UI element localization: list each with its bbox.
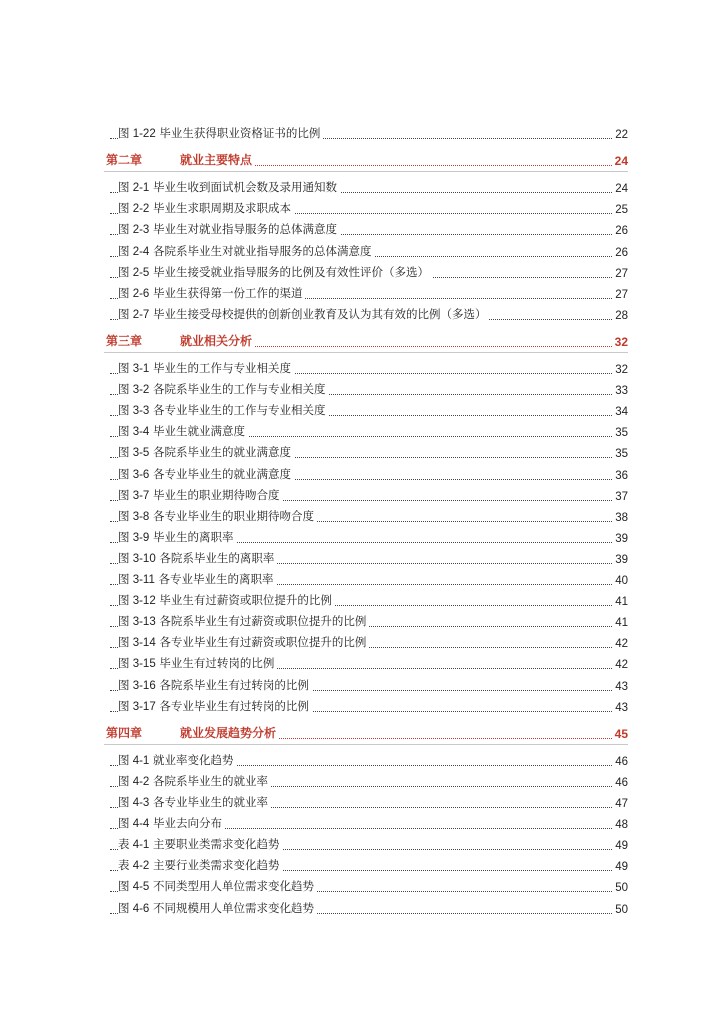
toc-number: 图 1-22: [118, 128, 156, 140]
toc-title: 不同规模用人单位需求变化趋势: [152, 900, 314, 915]
toc-label: [118, 773, 271, 789]
toc-page-number: 39: [615, 553, 628, 566]
toc-title: 各院系毕业生的工作与专业相关度: [152, 382, 326, 397]
toc-label: [106, 332, 255, 349]
toc-number: 图 3-16: [118, 679, 156, 692]
toc-title: 各专业毕业生的就业率: [152, 795, 268, 809]
toc-number: 图 2-1: [118, 182, 150, 195]
toc-entry[interactable]: [0, 422, 724, 442]
toc-number: 图 3-15: [118, 658, 156, 671]
toc-page-number: 36: [615, 469, 628, 482]
toc-entry[interactable]: [0, 549, 724, 569]
toc-label: [118, 221, 340, 237]
toc-page-number: 39: [615, 532, 628, 545]
toc-number: 第三章: [106, 333, 143, 348]
toc-label: [118, 466, 294, 482]
toc-number: 图 3-4: [118, 426, 150, 439]
toc-number: 图 4-5: [118, 881, 150, 894]
toc-title: 毕业生获得第一份工作的渠道: [152, 285, 303, 300]
toc-label: [118, 794, 271, 810]
toc-page-number: 43: [615, 701, 628, 714]
toc-page-number: 32: [614, 334, 628, 349]
toc-number: 图 4-6: [118, 902, 150, 915]
chapter-separator-line: [104, 171, 628, 172]
toc-number: 图 3-12: [118, 595, 156, 608]
toc-title: 各院系毕业生对就业指导服务的总体满意度: [152, 243, 372, 258]
toc-entry[interactable]: [0, 751, 724, 771]
toc-title: 各专业毕业生的工作与专业相关度: [152, 403, 326, 418]
toc-title: 毕业生接受就业指导服务的比例及有效性评价（多选）: [152, 264, 429, 279]
toc-number: 表 4-1: [118, 839, 150, 852]
toc-title: 毕业生有过薪资或职位提升的比例: [159, 593, 332, 608]
toc-entry[interactable]: [0, 856, 724, 876]
toc-number: 图 2-4: [118, 245, 150, 258]
chapter-separator-line: [104, 744, 628, 745]
toc-entry[interactable]: [0, 242, 724, 262]
toc-entry[interactable]: [0, 178, 724, 198]
toc-label: [118, 878, 317, 894]
toc-page-number: 38: [615, 511, 628, 524]
chapter-separator-line: [104, 352, 628, 353]
toc-title: 各专业毕业生有过转岗的比例: [159, 698, 309, 713]
toc-label: [118, 179, 340, 195]
toc-entry[interactable]: [0, 528, 724, 548]
toc-number: 表 4-2: [118, 860, 150, 873]
toc-entry[interactable]: [0, 486, 724, 506]
toc-page-number: 26: [615, 225, 628, 238]
toc-chapter-heading[interactable]: [0, 151, 724, 171]
toc-number: 图 4-2: [118, 775, 150, 788]
toc-label: [118, 243, 374, 259]
toc-label: [118, 900, 317, 916]
toc-page-number: 27: [615, 267, 628, 280]
toc-page-number: 27: [615, 288, 628, 301]
toc-title: 毕业生获得职业资格证书的比例: [159, 126, 321, 140]
toc-page-number: 50: [615, 903, 628, 916]
toc-page-number: 26: [615, 246, 628, 259]
toc-page-number: 48: [615, 819, 628, 832]
toc-page-number: 46: [615, 755, 628, 768]
toc-page-number: 35: [615, 427, 628, 440]
toc-label: [118, 423, 248, 439]
toc-page-number: 40: [615, 575, 628, 587]
toc-title: 主要行业类需求变化趋势: [152, 858, 280, 873]
toc-title: 毕业生有过转岗的比例: [159, 656, 275, 671]
toc-entry[interactable]: [0, 835, 724, 855]
toc-number: 图 2-6: [118, 287, 150, 300]
toc-label: [118, 360, 294, 376]
toc-title: 就业主要特点: [180, 153, 253, 168]
toc-page-number: 41: [615, 596, 628, 609]
toc-chapter-heading[interactable]: [0, 724, 724, 744]
toc-entry[interactable]: [0, 772, 724, 792]
toc-label: [118, 200, 294, 216]
toc-number: 图 3-5: [118, 447, 150, 460]
toc-title: 就业相关分析: [180, 333, 253, 348]
toc-number: 图 2-7: [118, 308, 150, 321]
toc-page-number: 47: [615, 798, 628, 810]
toc-label: [118, 402, 328, 418]
toc-title: 各院系毕业生的离职率: [159, 550, 275, 565]
toc-entry[interactable]: [0, 465, 724, 485]
toc-page-number: 32: [615, 364, 628, 376]
toc-number: 图 2-5: [118, 266, 150, 279]
toc-number: 图 3-2: [118, 384, 150, 397]
toc-number: 图 3-14: [118, 637, 156, 650]
toc-number: 图 3-1: [118, 363, 150, 375]
toc-title: 毕业生接受母校提供的创新创业教育及认为其有效的比例（多选）: [152, 306, 487, 321]
toc-entry[interactable]: [0, 697, 724, 717]
toc-label: [118, 752, 236, 768]
toc-title: 就业发展趋势分析: [180, 725, 277, 740]
toc-entry[interactable]: [0, 570, 724, 590]
toc-page-number: 35: [615, 448, 628, 461]
toc-entry[interactable]: [0, 654, 724, 674]
toc-label: [118, 836, 282, 852]
toc-label: [118, 655, 277, 671]
toc-page-number: 22: [615, 129, 628, 141]
toc-page-number: 41: [615, 617, 628, 630]
toc-page-number: 25: [615, 204, 628, 217]
toc-page-number: 46: [615, 776, 628, 789]
toc-label: [118, 571, 277, 587]
toc-number: 图 3-13: [118, 616, 156, 629]
toc-title: 各专业毕业生的离职率: [158, 572, 274, 586]
toc-label: [118, 508, 317, 524]
toc-entry[interactable]: [0, 814, 724, 834]
toc-label: [118, 857, 282, 873]
toc-label: [118, 306, 489, 322]
toc-title: 毕业去向分布: [152, 816, 222, 831]
toc-number: 图 3-6: [118, 468, 150, 481]
toc-title: 毕业生求职周期及求职成本: [152, 201, 291, 216]
toc-title: 毕业生就业满意度: [152, 424, 245, 439]
toc-title: 主要职业类需求变化趋势: [152, 837, 280, 852]
toc-entry[interactable]: [0, 899, 724, 919]
toc-title: 毕业生收到面试机会数及录用通知数: [152, 180, 337, 195]
toc-title: 毕业生对就业指导服务的总体满意度: [152, 222, 337, 237]
toc-entry[interactable]: [0, 284, 724, 304]
toc-label: [118, 677, 312, 693]
toc-title: 毕业生的职业期待吻合度: [152, 487, 280, 502]
toc-number: 第二章: [106, 153, 143, 168]
toc-page-number: 42: [615, 659, 628, 672]
toc-number: 图 2-3: [118, 224, 150, 237]
toc-page-number: 42: [615, 638, 628, 651]
toc-entry[interactable]: [0, 359, 724, 379]
toc-title: 各专业毕业生的就业满意度: [152, 466, 291, 481]
toc-entry[interactable]: [0, 793, 724, 813]
toc-number: 图 3-9: [118, 531, 150, 544]
toc-page-number: 49: [615, 861, 628, 874]
toc-title: 毕业生的离职率: [152, 529, 234, 544]
toc-number: 图 4-4: [118, 818, 150, 831]
toc-title: 就业率变化趋势: [152, 752, 234, 767]
toc-page-number: 37: [615, 490, 628, 503]
toc-entry[interactable]: [0, 612, 724, 632]
toc-title: 各院系毕业生有过转岗的比例: [159, 677, 309, 692]
toc-entry[interactable]: [0, 633, 724, 653]
toc-title: 毕业生的工作与专业相关度: [152, 361, 291, 375]
toc-page-number: 43: [615, 680, 628, 693]
toc-number: 图 3-17: [118, 700, 156, 713]
toc-label: [118, 815, 225, 831]
toc-page-number: 49: [615, 840, 628, 853]
toc-label: [118, 125, 323, 141]
toc-entry[interactable]: [0, 305, 724, 325]
toc-entry[interactable]: [0, 443, 724, 463]
toc-title: 各院系毕业生的就业率: [152, 773, 268, 788]
toc-page-number: 50: [615, 882, 628, 895]
toc-entry[interactable]: [0, 591, 724, 611]
toc-number: 图 3-8: [118, 510, 150, 523]
toc-number: 图 4-1: [118, 754, 150, 767]
toc-number: 图 4-3: [118, 797, 150, 809]
toc-label: [118, 613, 369, 629]
toc-entry[interactable]: [0, 877, 724, 897]
toc-label: [106, 151, 255, 168]
toc-label: [118, 381, 328, 397]
toc-label: [118, 634, 369, 650]
toc-entry[interactable]: [0, 220, 724, 240]
toc-chapter-heading[interactable]: [0, 332, 724, 352]
toc-label: [118, 698, 312, 714]
toc-page-number: 28: [615, 309, 628, 322]
toc-label: [118, 444, 294, 460]
toc-title: 不同类型用人单位需求变化趋势: [152, 879, 314, 894]
toc-number: 图 3-10: [118, 552, 156, 565]
toc-title: 各专业毕业生的职业期待吻合度: [152, 508, 314, 523]
toc-entry[interactable]: [0, 199, 724, 219]
toc-entry[interactable]: [0, 401, 724, 421]
toc-label: [106, 724, 279, 741]
toc-number: 图 2-2: [118, 203, 150, 216]
toc-title: 各院系毕业生有过薪资或职位提升的比例: [159, 614, 367, 629]
toc-entry[interactable]: [0, 380, 724, 400]
toc-title: 各院系毕业生的就业满意度: [152, 445, 291, 460]
toc-page-number: 24: [614, 154, 628, 169]
toc-label: [118, 529, 236, 545]
toc-page-number: 34: [615, 406, 628, 419]
toc-label: [118, 592, 335, 608]
toc-title: 各专业毕业生有过薪资或职位提升的比例: [159, 635, 367, 650]
toc-label: [118, 264, 432, 280]
toc-entry[interactable]: [0, 507, 724, 527]
toc-label: [118, 487, 282, 503]
toc-number: 图 3-7: [118, 489, 150, 502]
toc-page-number: 24: [615, 183, 628, 196]
toc-number: 图 3-3: [118, 405, 150, 418]
toc-entry[interactable]: [0, 124, 724, 144]
toc-page-number: 33: [615, 385, 628, 398]
toc-page-number: 45: [614, 726, 628, 741]
toc-label: [118, 550, 277, 566]
toc-label: [118, 285, 305, 301]
toc-number: 第四章: [106, 725, 143, 740]
toc-entry[interactable]: [0, 676, 724, 696]
toc-entry[interactable]: [0, 263, 724, 283]
toc-number: 图 3-11: [118, 574, 155, 586]
